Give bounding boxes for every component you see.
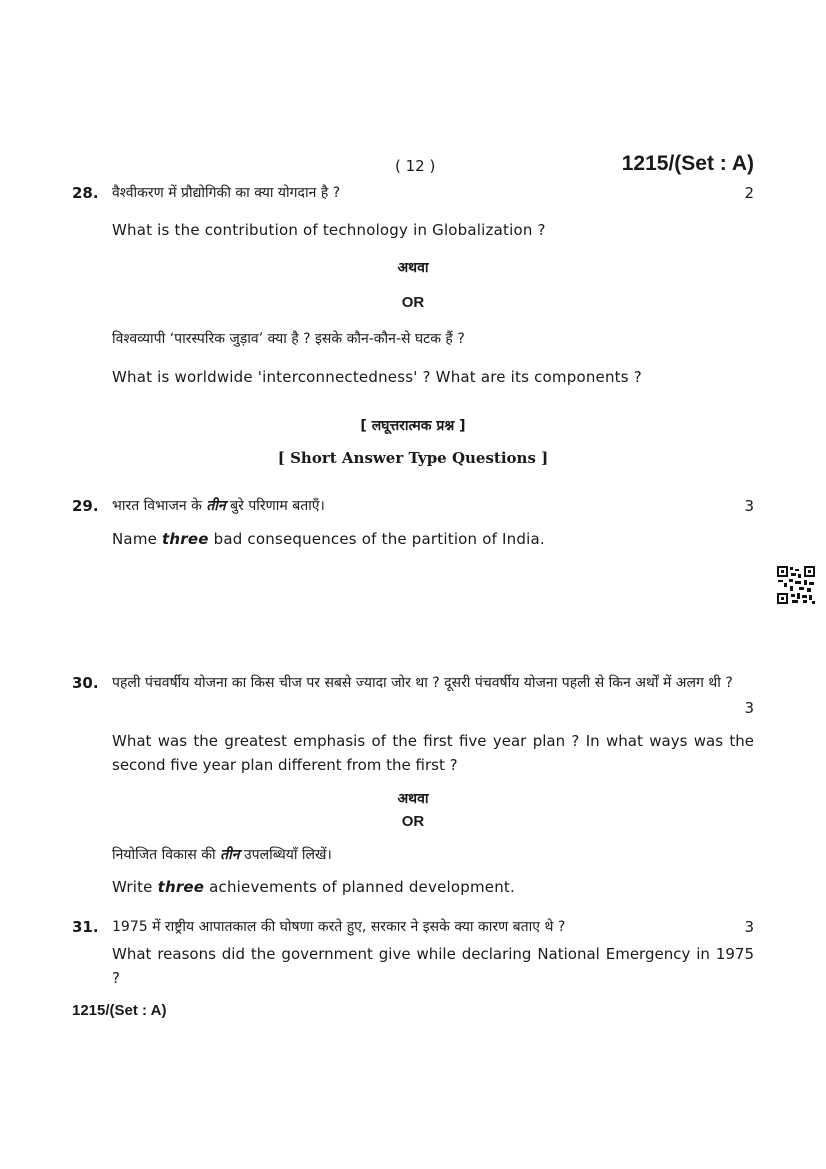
question-29-marks: 3	[744, 497, 754, 515]
question-30-or-english: OR	[401, 813, 425, 830]
qr-code-icon	[776, 565, 816, 605]
question-28-alt-english: What is worldwide 'interconnectedness' ? What are its components ?	[112, 368, 642, 386]
question-28-english: What is the contribution of technology in Globalization ?	[112, 221, 546, 239]
question-29-hindi: भारत विभाजन के तीन बुरे परिणाम बताएँ।	[112, 498, 325, 514]
question-30-hindi: पहली पंचवर्षीय योजना का किस चीज पर सबसे ज्यादा जोर था ? दूसरी पंचवर्षीय योजना पहली से किन अर्थों में अलग थी ?	[112, 675, 733, 691]
set-code-header: 1215/(Set : A)	[621, 152, 754, 175]
question-30-or-hindi: अथवा	[397, 791, 429, 807]
question-28-number: 28.	[72, 184, 99, 202]
question-28-or-english: OR	[401, 294, 425, 311]
question-28-alt-hindi: विश्वव्यापी ‘पारस्परिक जुड़ाव’ क्या है ? इसके कौन-कौन-से घटक हैं ?	[112, 331, 465, 347]
section-heading-hindi: [ लघूत्तरात्मक प्रश्न ]	[360, 418, 466, 434]
question-29-number: 29.	[72, 497, 99, 515]
question-30-number: 30.	[72, 674, 99, 692]
section-heading-english: [ Short Answer Type Questions ]	[277, 449, 549, 467]
question-31-number: 31.	[72, 918, 99, 936]
question-28-hindi: वैश्वीकरण में प्रौद्योगिकी का क्या योगदान है ?	[112, 185, 341, 201]
question-30-alt-hindi: नियोजित विकास की तीन उपलब्धियाँ लिखें।	[112, 847, 332, 863]
question-29-hindi-emphasis: तीन	[206, 498, 226, 514]
question-30-english: What was the greatest emphasis of the first five year plan ? In what ways was the second five year plan different from the first ?	[112, 732, 754, 774]
question-31-marks: 3	[744, 918, 754, 936]
question-30-marks: 3	[744, 699, 754, 717]
question-30-alt-hindi-emphasis: तीन	[220, 847, 240, 863]
question-29-english-emphasis: three	[162, 530, 209, 548]
page-number: ( 12 )	[395, 157, 436, 175]
question-29-english: Name three bad consequences of the partition of India.	[112, 530, 545, 548]
question-30-alt-english: Write three achievements of planned development.	[112, 878, 515, 896]
question-31-hindi: 1975 में राष्ट्रीय आपातकाल की घोषणा करते हुए, सरकार ने इसके क्या कारण बताए थे ?	[112, 919, 566, 935]
question-28-or-hindi: अथवा	[397, 260, 429, 276]
footer-set-code: 1215/(Set : A)	[72, 1002, 167, 1019]
question-30-alt-english-emphasis: three	[157, 878, 205, 896]
question-28-marks: 2	[744, 184, 754, 202]
question-31-english: What reasons did the government give while declaring National Emergency in 1975 ?	[112, 945, 754, 987]
